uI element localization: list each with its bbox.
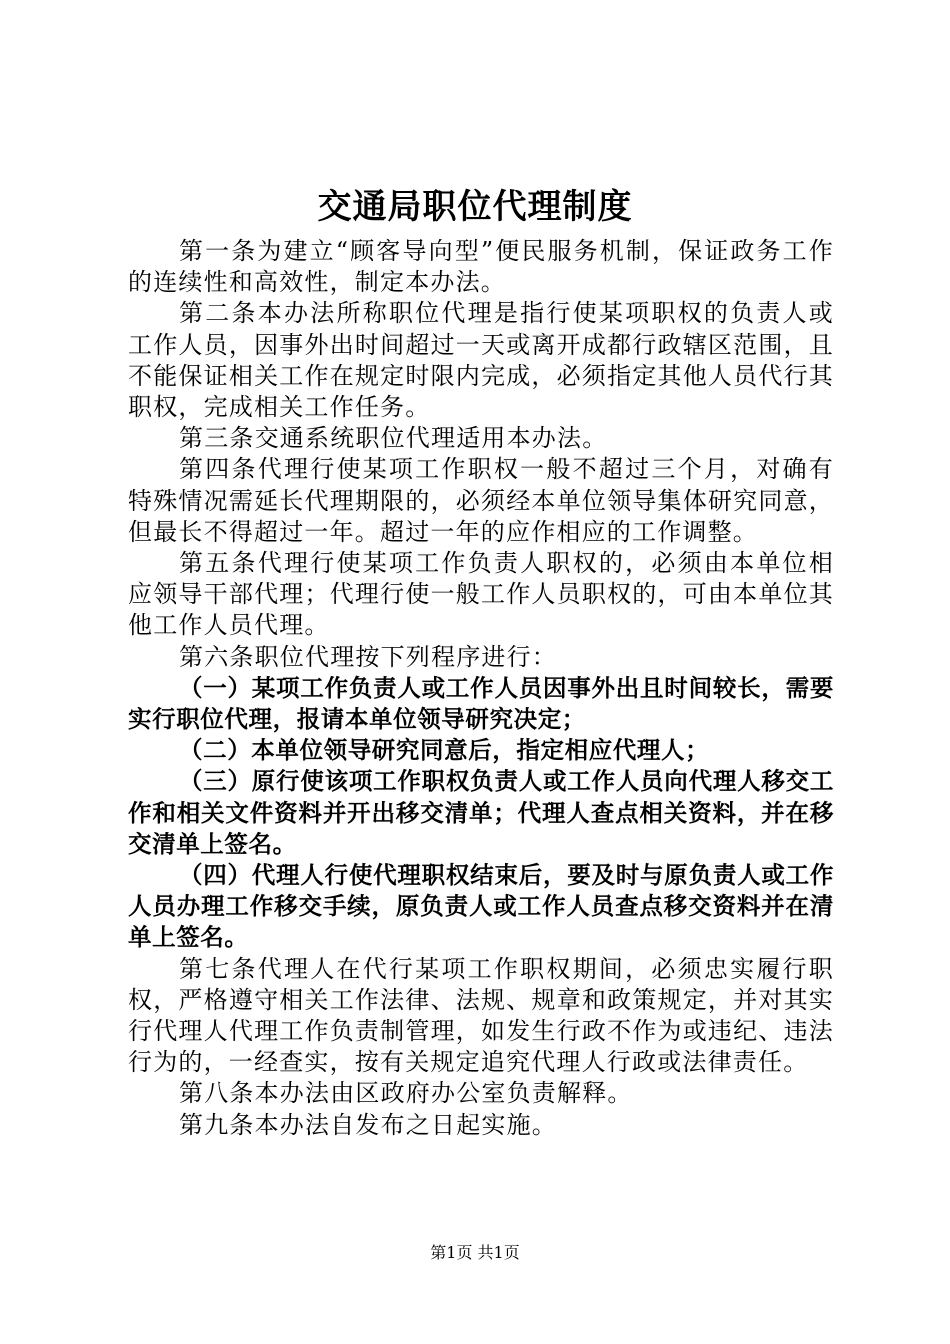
- procedure-step-4: （四）代理人行使代理职权结束后，要及时与原负责人或工作人员办理工作移交手续，原负责人或工作人员查点移交资料并在清单上签名。: [128, 861, 834, 952]
- article-2: 第二条本办法所称职位代理是指行使某项职权的负责人或工作人员，因事外出时间超过一天或离开成都行政辖区范围，且不能保证相关工作在规定时限内完成，必须指定其他人员代行其职权，完成相关工作任务。: [128, 299, 834, 422]
- article-6: 第六条职位代理按下列程序进行：: [179, 642, 557, 671]
- article-1: 第一条为建立“顾客导向型”便民服务机制，保证政务工作的连续性和高效性，制定本办法。: [128, 237, 834, 297]
- procedure-step-2: （二）本单位领导研究同意后，指定相应代理人；: [179, 736, 710, 765]
- procedure-step-3: （三）原行使该项工作职权负责人或工作人员向代理人移交工作和相关文件资料并开出移交清单；代理人查点相关资料，并在移交清单上签名。: [128, 767, 834, 858]
- article-9: 第九条本办法自发布之日起实施。: [179, 1110, 557, 1139]
- article-7: 第七条代理人在代行某项工作职权期间，必须忠实履行职权，严格遵守相关工作法律、法规、规章和政策规定，并对其实行代理人代理工作负责制管理，如发生行政不作为或违纪、违法行为的，一经查实，按有关规定追究代理人行政或法律责任。: [128, 954, 834, 1077]
- article-3: 第三条交通系统职位代理适用本办法。: [179, 424, 608, 453]
- document-body: [128, 236, 834, 1141]
- document-title: 交通局职位代理制度: [317, 187, 633, 227]
- page-number-footer: 第1页 共1页: [430, 1243, 520, 1262]
- article-5: 第五条代理行使某项工作负责人职权的，必须由本单位相应领导干部代理；代理行使一般工作人员职权的，可由本单位其他工作人员代理。: [128, 549, 834, 640]
- article-8: 第八条本办法由区政府办公室负责解释。: [179, 1079, 633, 1108]
- article-4: 第四条代理行使某项工作职权一般不超过三个月，对确有特殊情况需延长代理期限的，必须经本单位领导集体研究同意，但最长不得超过一年。超过一年的应作相应的工作调整。: [128, 455, 834, 546]
- procedure-step-1: （一）某项工作负责人或工作人员因事外出且时间较长，需要实行职位代理，报请本单位领导研究决定；: [128, 673, 834, 734]
